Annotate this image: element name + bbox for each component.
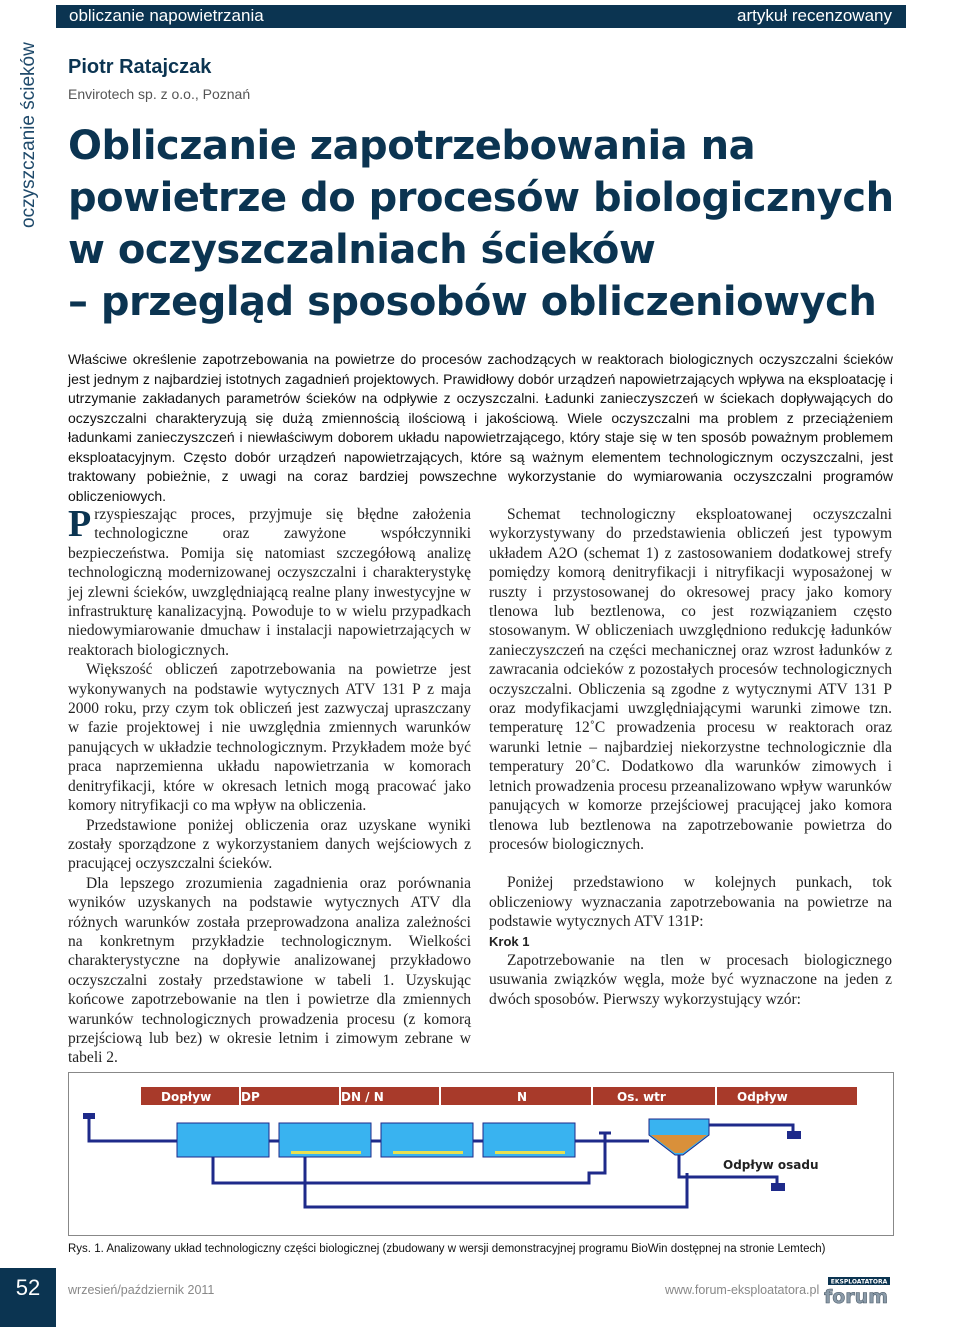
article-type-label: artykuł recenzowany (737, 6, 892, 25)
logo-main-text: forum (823, 1286, 889, 1306)
body-paragraph: Schemat technologiczny eksploatowanej oczyszczalni wykorzystywany do przedstawienia obliczeń jest typowym układem A2O (schemat 1) z zastosowaniem dodatkowej strefy pomiędzy komorą denitryfikacji i nitryfikacji wyposażonej w ruszty i przystosowanej do okresowej pracy jako komory tlenowa lub beztlenowa, co jest rozwiązaniem często stosowanym. W obliczeniach uwzględniono redukcję ładunków zanieczyszczeń na części mechanicznej oraz wzrost ładunków z zawracania odcieków z pozostałych procesów technologicznych oczyszczalni. Obliczenia są zgodne z wytycznymi ATV 131 P oraz modyfikacjami uwzględniającymi warunki zimowe tzn. temperaturę 12˚C prowadzenia procesu w reaktorach oraz warunki letnie – najbardziej niekorzystne technologicznie dla temperatury 20˚C. Dodatkowo dla warunków zimowych i letnich prowadzenia procesu przeanalizowano wpływ warunków panujących w komorze przejściowej pracującej jako komora tlenowa lub beztlenowa na zapotrzebowanie powietrza do procesów biologicznych. (489, 506, 892, 853)
website-url: www.forum-eksploatatora.pl (665, 1283, 820, 1297)
title-line: – przegląd sposobów obliczeniowych (68, 279, 877, 325)
author-name: Piotr Ratajczak (68, 56, 212, 78)
label-n: N (517, 1090, 528, 1104)
figure-caption: Rys. 1. Analizowany układ technologiczny części biologicznej (zbudowany w wersji demonstracyjnej programu BioWin dostępnej na stronie Lemtech) (68, 1243, 826, 1255)
side-category-text: oczyszczanie ścieków (18, 42, 39, 228)
body-column-right (489, 505, 892, 1009)
drop-cap: P (68, 503, 92, 545)
inflow-pipe (89, 1117, 177, 1141)
body-paragraph: Większość obliczeń zapotrzebowania na powietrze jest wykonywanych na podstawie wytycznych ATV 131 P z maja 2000 roku, przy czym tok obliczeń jest zazwyczaj upraszczany w fazie projektowej i nie uwzględnia zmiennych warunków panujących w układzie technologicznym. Przykładem może być praca naprzemienna układu napowietrzania w komorach denitryfikacji, które w okresach letnich mogą pracować jako komory nitryfikacji co ma wpływ na obliczenia. (68, 661, 471, 815)
section-header-bar (56, 5, 906, 28)
process-diagram (69, 1073, 893, 1235)
tank-dp (177, 1123, 269, 1157)
body-paragraph: Zapotrzebowanie na tlen w procesach biologicznego usuwania związków węgla, może być wyznaczone na jeden z dwóch sposobów. Pierwszy wykorzystujący wzór: (489, 951, 892, 1008)
forum-logo (818, 1276, 892, 1306)
author-affiliation: Envirotech sp. z o.o., Poznań (68, 86, 251, 102)
label-bg-n (441, 1087, 591, 1105)
label-sludge: Odpływ osadu (723, 1158, 819, 1172)
body-paragraph: Poniżej przedstawiono w kolejnych punkach, tok obliczeniowy wyznaczania zapotrzebowania na powietrze na podstawie wytycznych ATV 131P: (489, 874, 892, 931)
aeration-diffusers (291, 1151, 565, 1154)
label-outflow: Odpływ (737, 1090, 788, 1104)
outflow-pipe (709, 1125, 793, 1133)
page-number: 52 (0, 1268, 56, 1327)
process-diagram-figure (68, 1072, 894, 1236)
paragraph-text: rzyspieszając proces, przyjmuje się błędne założenia technologiczne oraz zawyżone współczynniki bezpieczeństwa. Pomija się natomiast szczegółową analizę technologiczną modernizowanej oczyszczalni i charakterystykę jej zlewni ścieków, uwzględniającą realne plany inwestycyjne w infrastrukturę kanalizacyjną. Powoduje to w wielu przypadkach niedowymiarowanie dmuchaw i instalacji napowietrzających w reaktorach biologicznych. (68, 506, 471, 659)
label-dp: DP (241, 1090, 260, 1104)
title-line: Obliczanie zapotrzebowania na (68, 123, 756, 169)
title-line: powietrze do procesów biologicznych (68, 175, 894, 221)
inflow-source (83, 1113, 95, 1119)
title-line: w oczyszczalniach ścieków (68, 227, 656, 273)
label-inflow: Dopływ (161, 1090, 212, 1104)
forum-logo-graphic (818, 1276, 892, 1306)
body-paragraph: Przedstawione poniżej obliczenia oraz uzyskane wyniki zostały sporządzone z wykorzystaniem danych wejściowych z pracującej oczyszczalni ścieków. (68, 816, 471, 873)
step-heading: Krok 1 (489, 933, 530, 949)
body-column-left (68, 505, 471, 1068)
article-title (68, 120, 928, 328)
section-label: obliczanie napowietrzania (69, 6, 264, 25)
body-paragraph: Dla lepszego zrozumienia zagadnienia oraz porównania wyników uzyskanych na podstawie wytycznych ATV dla różnych warunków została przeprowadzona analiza zależności na konkretnym przykładzie technologicznym. Wielkości charakterystyczne na dopływie analizowanej przykładowo oczyszczalni zostały przedstawione w tabeli 1. Uzyskując końcowe zapotrzebowanie na tlen i powietrze dla zmiennych warunków technologicznych prowadzenia procesu (z komorą przejściową lub bez) w okresie letnim i zimowym zebrane w tabeli 2. (68, 874, 471, 1067)
label-settler: Os. wtr (617, 1090, 666, 1104)
logo-top-text: EKSPLOATATORA (830, 1278, 888, 1286)
article-lead: Właściwe określenie zapotrzebowania na powietrze do procesów zachodzących w reaktorach biologicznych oczyszczalni ścieków jest jednym z najbardziej istotnych zagadnień projektowych. Prawidłowy dobór urządzeń napowietrzających wpływa na eksploatację i utrzymanie zakładanych parametrów ścieków na odpływie z oczyszczalni. Ładunki zanieczyszczeń w ściekach dopływających do oczyszczalni charakteryzują się dużą zmiennością ilościową i jakościową. Wiele oczyszczalni ma problem z przeciążeniem ładunkami zanieczyszczeń i niewłaściwym doborem układu napowietrzającego, który staje się w ten sposób poważnym problemem eksploatacyjnym. Często dobór urządzeń napowietrzających, które są ważnym elementem technologicznym oczyszczalni, jest traktowany pobieżnie, z uwagi na coraz bardziej powszechne wykorzystanie do wymiarowania oczyszczalni programów obliczeniowych. (68, 351, 893, 504)
label-dn: DN / N (341, 1090, 384, 1104)
settler-sludge (651, 1135, 707, 1153)
issue-date: wrzesień/październik 2011 (68, 1283, 215, 1297)
sludge-outflow-pipe (693, 1177, 777, 1185)
side-category-label (10, 42, 44, 232)
body-paragraph (68, 505, 471, 660)
